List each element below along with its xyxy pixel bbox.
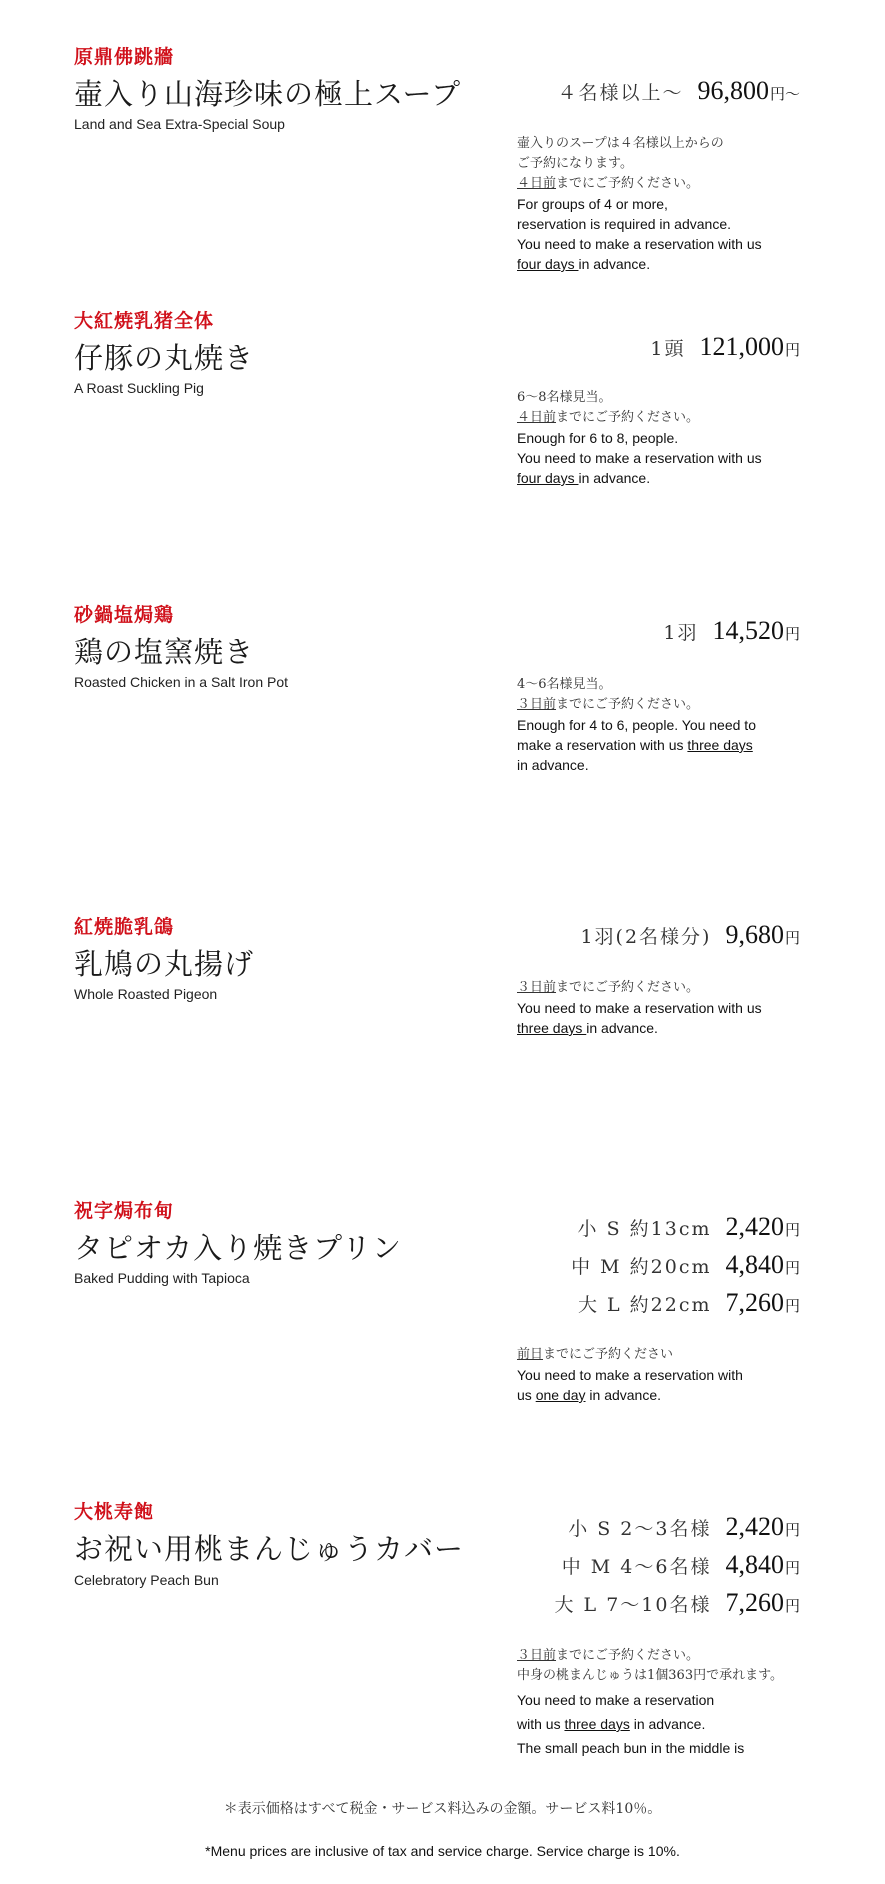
note-line: in advance. (517, 757, 589, 773)
note-text: までにご予約ください。 (556, 697, 700, 712)
price-quantity: ４名様以上～ (557, 82, 684, 104)
price-yen: 円 (784, 1521, 800, 1539)
note-line (517, 735, 817, 755)
note-text: with us (517, 1716, 565, 1732)
note-line (517, 695, 817, 715)
note-line: 壷入りのスープは４名様以上からの (517, 136, 724, 151)
item-english-name: Baked Pudding with Tapioca (74, 1270, 250, 1286)
item-japanese-name: 鶏の塩窯焼き (74, 635, 255, 669)
price-row (580, 920, 800, 950)
footer-note-english: *Menu prices are inclusive of tax and service charge. Service charge is 10%. (205, 1843, 680, 1859)
item-notes (517, 388, 817, 488)
price-yen: 円～ (769, 85, 800, 103)
price-quantity: 中 M 4～6名様 (561, 1556, 712, 1578)
note-text: までにご予約ください。 (556, 1648, 700, 1663)
price-yen: 円 (784, 1559, 800, 1577)
note-text: in advance. (586, 1020, 658, 1036)
note-line: You need to make a reservation with us (517, 1000, 762, 1016)
price-yen: 円 (784, 929, 800, 947)
note-line (517, 1385, 817, 1405)
note-text: in advance. (578, 470, 651, 486)
note-emphasis: ４日前 (517, 410, 557, 425)
note-line (517, 1345, 817, 1365)
price-quantity: 大 L 7～10名様 (554, 1594, 712, 1616)
item-notes (517, 978, 817, 1038)
footer-note-japanese: ＊表示価格はすべて税金・サービス料込みの金額。サービス料10％。 (223, 1801, 662, 1817)
price-amount: 14,520 (712, 616, 784, 645)
item-chinese-name: 大桃寿飽 (74, 1501, 155, 1523)
note-emphasis: ３日前 (517, 1648, 557, 1663)
note-line: You need to make a reservation (517, 1692, 715, 1708)
item-english-name: Roasted Chicken in a Salt Iron Pot (74, 674, 289, 690)
note-text: make a reservation with us (517, 737, 688, 753)
item-english-name: Whole Roasted Pigeon (74, 986, 218, 1002)
price-row (578, 1288, 800, 1318)
note-line: The small peach bun in the middle is (517, 1740, 745, 1756)
item-english-name: Land and Sea Extra-Special Soup (74, 116, 285, 132)
note-emphasis: 前日 (517, 1347, 544, 1362)
note-emphasis: one day (535, 1387, 586, 1403)
note-line: For groups of 4 or more, (517, 196, 668, 212)
price-quantity: 中 M 約20cm (571, 1256, 712, 1278)
note-line: 中身の桃まんじゅうは1個363円で承れます。 (517, 1668, 784, 1683)
note-line: You need to make a reservation with us (517, 450, 762, 466)
note-text: in advance. (629, 1716, 706, 1732)
note-text: までにご予約ください。 (556, 980, 700, 995)
price-amount: 4,840 (725, 1550, 784, 1579)
item-japanese-name: 仔豚の丸焼き (74, 341, 255, 375)
item-notes (517, 134, 817, 274)
price-row (650, 332, 800, 362)
note-text: us (517, 1387, 536, 1403)
price-yen: 円 (784, 1297, 800, 1315)
note-emphasis: ４日前 (517, 176, 557, 191)
note-line: Enough for 4 to 6, people. You need to (517, 717, 756, 733)
price-amount: 7,260 (725, 1588, 784, 1617)
note-text: までにご予約ください。 (556, 176, 700, 191)
note-emphasis: four days (517, 256, 579, 272)
note-line (517, 174, 817, 194)
price-yen: 円 (784, 625, 800, 643)
note-line: ご予約になります。 (517, 156, 633, 171)
note-line (517, 1646, 817, 1666)
price-row (557, 76, 800, 106)
price-amount: 2,420 (725, 1512, 784, 1541)
note-emphasis: three days (564, 1716, 630, 1732)
price-quantity: 大 L 約22cm (577, 1294, 712, 1316)
note-emphasis: three days (517, 1020, 587, 1036)
item-notes (517, 1345, 817, 1405)
price-yen: 円 (784, 1259, 800, 1277)
price-row (571, 1250, 800, 1280)
item-chinese-name: 紅焼脆乳鴿 (74, 916, 175, 938)
note-emphasis: ３日前 (517, 980, 557, 995)
note-line (517, 408, 817, 428)
price-quantity: 1頭 (650, 338, 686, 360)
item-japanese-name: タピオカ入り焼きプリン (74, 1231, 402, 1265)
price-yen: 円 (784, 1597, 800, 1615)
price-quantity: 1羽(2名様分) (580, 926, 712, 948)
item-chinese-name: 大紅焼乳猪全体 (74, 310, 215, 332)
price-amount: 2,420 (725, 1212, 784, 1241)
item-chinese-name: 原鼎佛跳牆 (74, 46, 175, 68)
item-english-name: Celebratory Peach Bun (74, 1572, 219, 1588)
item-chinese-name: 祝字焗布甸 (74, 1200, 175, 1222)
note-text: in advance. (585, 1387, 662, 1403)
price-row (578, 1212, 800, 1242)
note-line: 4～6名様見当。 (517, 677, 612, 692)
item-notes (517, 1646, 817, 1758)
price-amount: 121,000 (699, 332, 784, 361)
item-japanese-name: 乳鳩の丸揚げ (74, 947, 255, 981)
note-text: in advance. (578, 256, 651, 272)
note-line: reservation is required in advance. (517, 216, 732, 232)
item-japanese-name: 壷入り山海珍味の極上スープ (74, 77, 462, 111)
price-row (562, 1550, 800, 1580)
price-quantity: 小 S 約13cm (577, 1218, 712, 1240)
note-line (517, 1714, 817, 1734)
item-japanese-name: お祝い用桃まんじゅうカバー (74, 1532, 465, 1566)
note-emphasis: ３日前 (517, 697, 557, 712)
note-line: You need to make a reservation with us (517, 236, 762, 252)
note-emphasis: three days (687, 737, 753, 753)
price-amount: 96,800 (697, 76, 769, 105)
note-line: Enough for 6 to 8, people. (517, 430, 679, 446)
price-amount: 9,680 (725, 920, 784, 949)
item-english-name: A Roast Suckling Pig (74, 380, 204, 396)
note-line: 6～8名様見当。 (517, 390, 612, 405)
price-row (555, 1588, 800, 1618)
price-quantity: 1羽 (663, 622, 699, 644)
price-yen: 円 (784, 1221, 800, 1239)
note-line (517, 978, 817, 998)
price-row (663, 616, 800, 646)
price-row (568, 1512, 800, 1542)
note-emphasis: four days (517, 470, 579, 486)
price-quantity: 小 S 2～3名様 (568, 1518, 712, 1540)
note-line: You need to make a reservation with (517, 1367, 743, 1383)
note-text: までにご予約ください (543, 1347, 674, 1362)
price-amount: 7,260 (725, 1288, 784, 1317)
price-yen: 円 (784, 341, 800, 359)
note-line (517, 254, 817, 274)
item-notes (517, 675, 817, 775)
note-line (517, 1018, 817, 1038)
note-text: までにご予約ください。 (556, 410, 700, 425)
item-chinese-name: 砂鍋塩焗鶏 (74, 604, 175, 626)
price-amount: 4,840 (725, 1250, 784, 1279)
note-line (517, 468, 817, 488)
